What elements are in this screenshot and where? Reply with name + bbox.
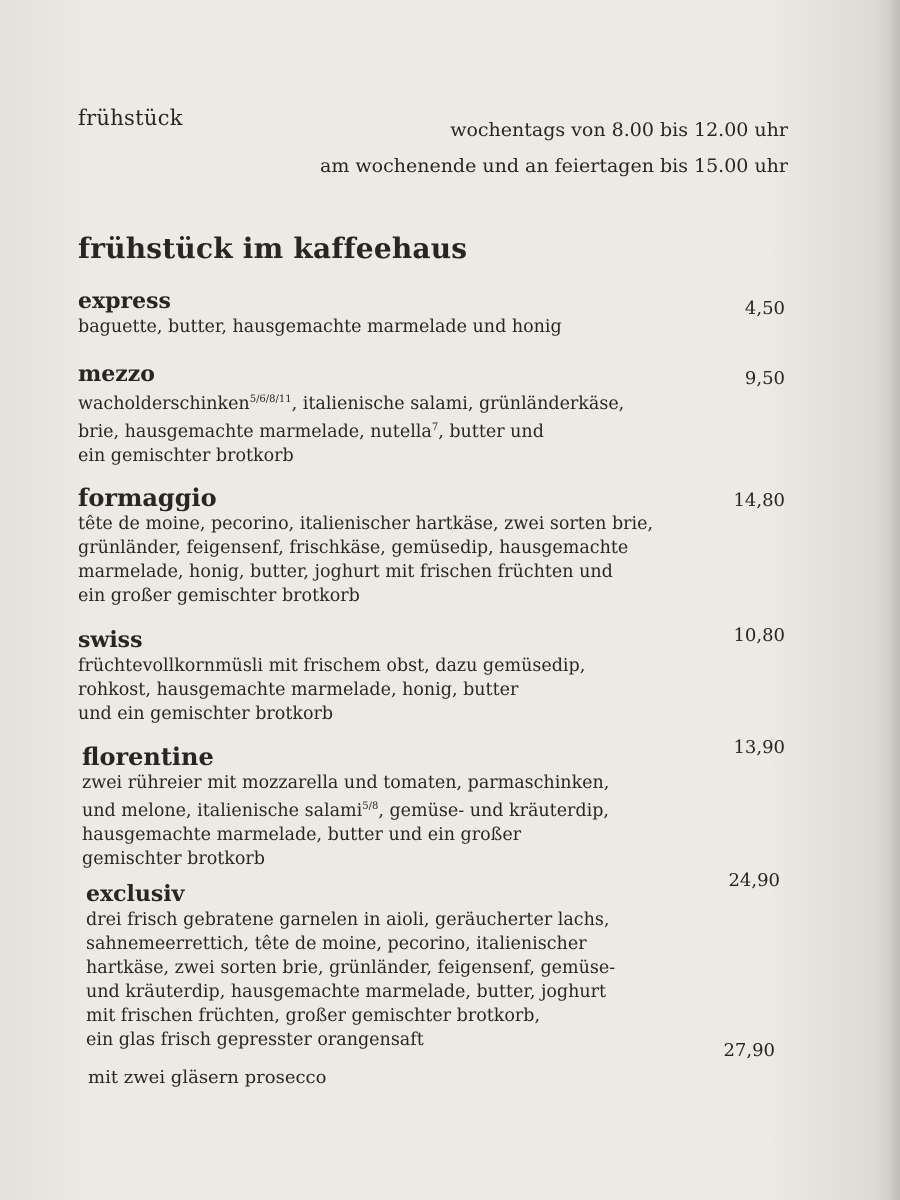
menu-item-florentine [82,743,802,871]
description-line: früchtevollkornmüsli mit frischem obst, dazu gemüsedip, [78,656,586,676]
item-name: formaggio [78,483,217,512]
description-line: wacholderschinken$^{5/6/8/11}$, italienische salami, grünländerkäse, [78,393,625,414]
description-line: ein gemischter brotkorb [78,445,294,466]
description-line: ein großer gemischter brotkorb [78,586,360,606]
breakfast-heading: frühstück [78,106,183,130]
description-line: brie, hausgemachte marmelade, nutella$^7$, butter und [78,421,544,442]
item-price: 9,50 [744,368,785,389]
item-price: 10,80 [733,625,785,646]
allergen-note: 5/8 [362,801,379,812]
allergen-note: 5/6/8/11 [249,394,292,405]
allergen-note: 7 [431,421,439,433]
extra-option: mit zwei gläsern prosecco [88,1067,327,1088]
description-line: drei frisch gebratene garnelen in aioli, geräucherter lachs, [86,910,610,930]
description-line: tête de moine, pecorino, italienischer hartkäse, zwei sorten brie, [78,514,654,534]
item-description [78,388,798,468]
hours-weekday: wochentags von 8.00 bis 12.00 uhr [450,119,788,141]
description-line: und melone, italienische salami$^{5/8}$, gemüse- und kräuterdip, [82,800,609,821]
description-line: marmelade, honig, butter, joghurt mit frischen früchten und [78,562,613,582]
description-line: sahnemeerrettich, tête de moine, pecorino, italienischer [86,934,587,954]
description-line: zwei rühreier mit mozzarella und tomaten, parmaschinken, [82,773,610,793]
page-edge [886,0,900,1200]
description-line: hartkäse, zwei sorten brie, grünländer, feigensenf, gemüse- [86,958,616,978]
description-line: gemischter brotkorb [82,848,265,869]
description-line: ein glas frisch gepresster orangensaft [86,1030,424,1050]
description-line: und ein gemischter brotkorb [78,704,334,724]
description-line: und kräuterdip, hausgemachte marmelade, butter, joghurt [86,982,607,1002]
description-line: grünländer, feigensenf, frischkäse, gemüsedip, hausgemachte [78,538,629,558]
menu-item-mezzo [78,360,798,468]
menu-item-exclusiv [86,880,806,1052]
item-description [78,512,798,608]
menu-item-swiss [78,626,798,726]
item-name: exclusiv [86,881,185,907]
item-description [78,654,798,726]
item-price: 24,90 [728,870,780,891]
opening-hours [320,112,788,184]
item-name: florentine [82,742,214,771]
item-price: 14,80 [733,490,785,511]
item-price: 13,90 [733,737,785,758]
description-line: rohkost, hausgemachte marmelade, honig, butter [78,680,519,700]
item-name: swiss [78,627,143,653]
section-title: frühstück im kaffeehaus [78,232,468,265]
menu-item-formaggio [78,484,798,608]
description-line: baguette, butter, hausgemachte marmelade und honig [78,317,562,337]
item-description [78,315,798,339]
hours-weekend: am wochenende und an feiertagen bis 15.00 uhr [320,155,788,177]
item-price: 4,50 [744,298,785,319]
menu-item-express [78,287,798,339]
item-name: express [78,288,171,314]
description-line: hausgemachte marmelade, butter und ein großer [82,824,522,845]
item-name: mezzo [78,361,155,387]
extra-price: 27,90 [723,1040,775,1061]
item-description [82,771,802,871]
item-description [86,908,806,1052]
description-line: mit frischen früchten, großer gemischter brotkorb, [86,1006,541,1026]
